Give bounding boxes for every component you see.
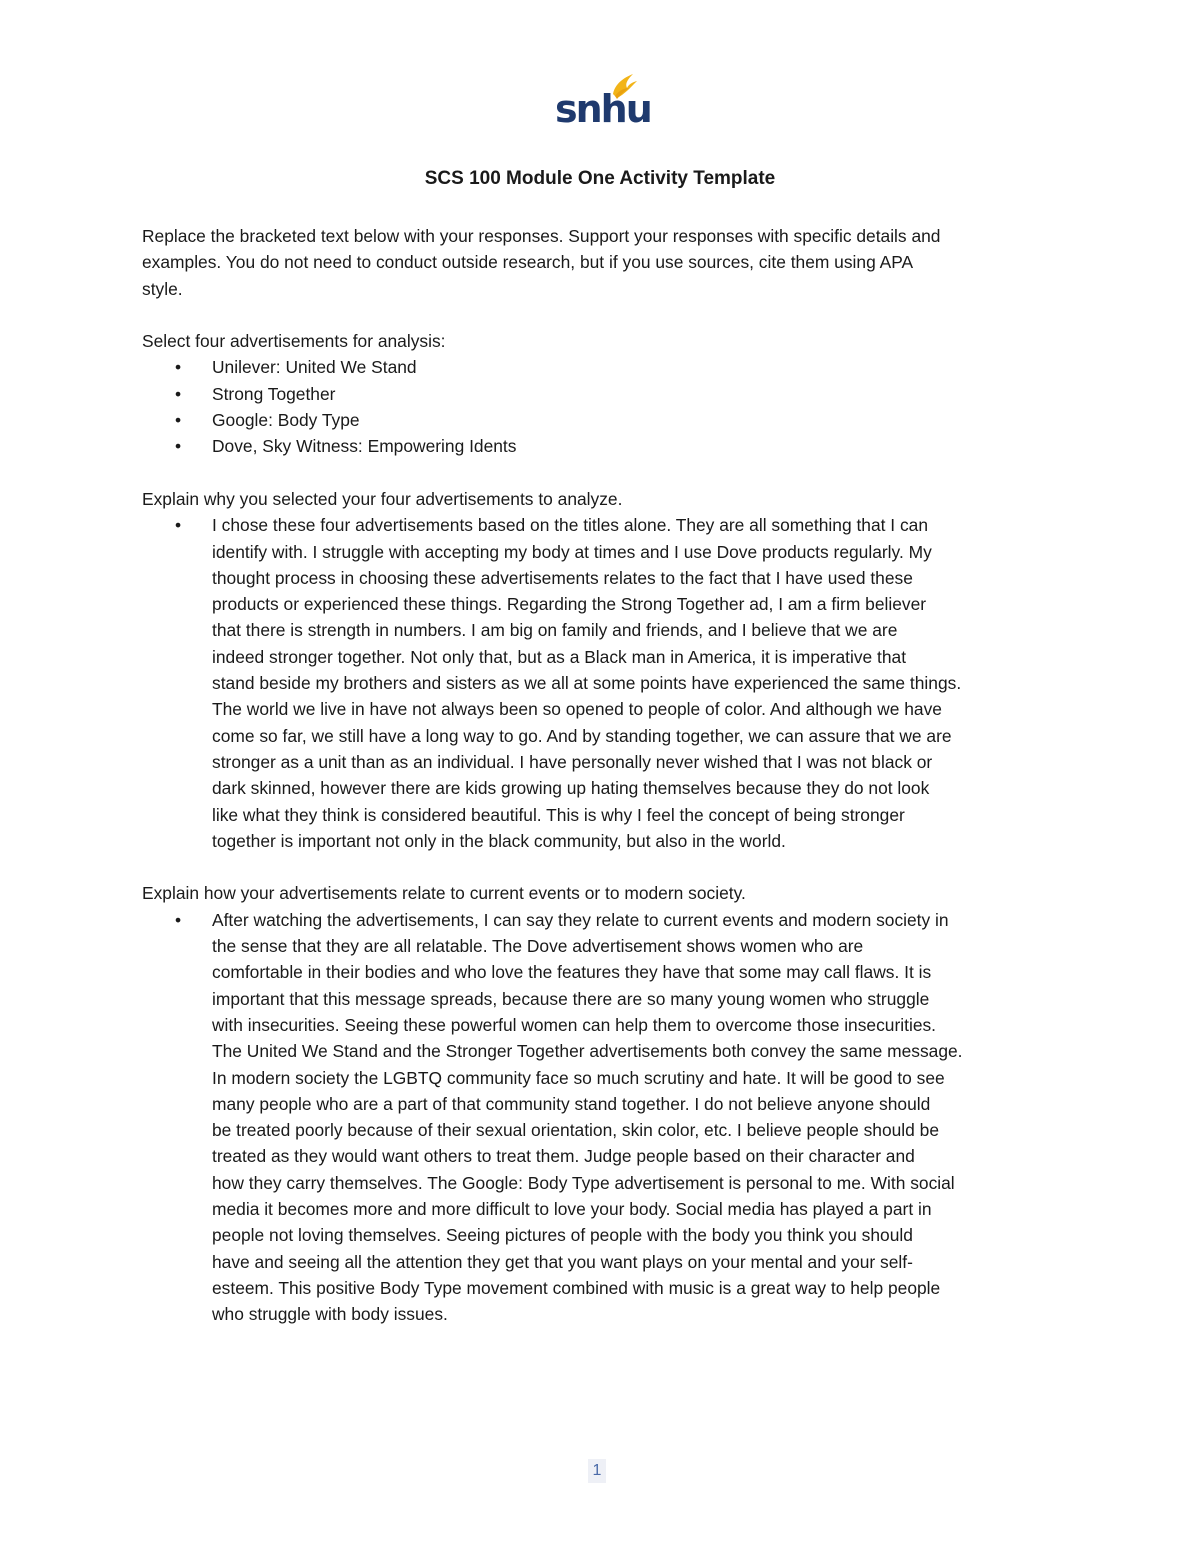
response-line: After watching the advertisements, I can say they relate to current events and modern society in: [212, 909, 949, 930]
document-body: [142, 223, 1067, 1327]
response-line: stronger as a unit than as an individual. I have personally never wished that I was not black or: [212, 751, 933, 772]
response-line: thought process in choosing these advertisements relates to the fact that I have used these: [212, 567, 913, 588]
list-item: • Dove, Sky Witness: Empowering Idents: [142, 433, 1067, 459]
response-line: I chose these four advertisements based on the titles alone. They are all something that I can: [212, 515, 929, 536]
bullet-icon: •: [175, 383, 182, 404]
bullet-icon: •: [175, 436, 182, 457]
document-title: SCS 100 Module One Activity Template: [424, 168, 776, 189]
snhu-logo: [555, 72, 651, 134]
response-line: many people who are a part of that community stand together. I do not believe anyone should: [212, 1093, 931, 1114]
response-line: have and seeing all the attention they get that you want plays on your mental and your self-: [212, 1251, 913, 1272]
bullet-icon: •: [175, 357, 182, 378]
list-item: • Unilever: United We Stand: [142, 354, 1067, 380]
response-line: In modern society the LGBTQ community face so much scrutiny and hate. It will be good to see: [212, 1067, 945, 1088]
response-line: how they carry themselves. The Google: Body Type advertisement is personal to me. With social: [212, 1172, 955, 1193]
logo-text: snhu: [555, 87, 651, 131]
bullet-icon: •: [175, 515, 182, 536]
response-line: that there is strength in numbers. I am big on family and friends, and I believe that we are: [212, 620, 898, 641]
response-line: comfortable in their bodies and who love the features they have that some may call flaws. It is: [212, 962, 932, 983]
response-line: come so far, we still have a long way to go. And by standing together, we can assure that we are: [212, 725, 952, 746]
response-line: identify with. I struggle with accepting my body at times and I use Dove products regularly. My: [212, 541, 932, 562]
bullet-icon: •: [175, 410, 182, 431]
response-line: together is important not only in the black community, but also in the world.: [212, 830, 786, 851]
response-line: like what they think is considered beautiful. This is why I feel the concept of being stronger: [212, 804, 905, 825]
list-item: [142, 907, 1067, 1328]
response-line: important that this message spreads, because there are so many young women who struggle: [212, 988, 930, 1009]
intro-line: style.: [142, 278, 183, 299]
bullet-icon: •: [175, 909, 182, 930]
intro-line: Replace the bracketed text below with your responses. Support your responses with specific details and: [142, 226, 941, 246]
response-line: people not loving themselves. Seeing pictures of people with the body you think you should: [212, 1225, 913, 1246]
response-line: who struggle with body issues.: [212, 1304, 448, 1325]
response-line: esteem. This positive Body Type movement combined with music is a great way to help people: [212, 1277, 941, 1298]
ad-list: [142, 354, 1067, 459]
section-heading-why-selected: Explain why you selected your four advertisements to analyze.: [142, 488, 623, 509]
list-item: • Google: Body Type: [142, 407, 1067, 433]
response-line: with insecurities. Seeing these powerful women can help them to overcome those insecurities.: [212, 1014, 937, 1035]
why-selected-list: [142, 512, 1067, 854]
response-line: treated as they would want others to treat them. Judge people based on their character and: [212, 1146, 915, 1167]
response-line: dark skinned, however there are kids growing up hating themselves because they do not look: [212, 778, 930, 799]
current-events-list: [142, 907, 1067, 1328]
section-heading-current-events: Explain how your advertisements relate to current events or to modern society.: [142, 883, 746, 904]
list-item: • Strong Together: [142, 381, 1067, 407]
response-line: the sense that they are all relatable. The Dove advertisement shows women who are: [212, 936, 864, 957]
response-line: indeed stronger together. Not only that, but as a Black man in America, it is imperative that: [212, 646, 907, 667]
section-heading-select-ads: Select four advertisements for analysis:: [142, 331, 446, 352]
intro-paragraph: [142, 223, 1067, 302]
response-line: be treated poorly because of their sexual orientation, skin color, etc. I believe people should be: [212, 1120, 940, 1141]
list-item: [142, 512, 1067, 854]
response-line: The United We Stand and the Stronger Together advertisements both convey the same message.: [212, 1041, 963, 1062]
page-number: 1: [588, 1459, 606, 1483]
intro-line: examples. You do not need to conduct outside research, but if you use sources, cite them using APA: [142, 252, 914, 273]
response-line: products or experienced these things. Regarding the Strong Together ad, I am a firm believer: [212, 594, 927, 615]
response-line: The world we live in have not always been so opened to people of color. And although we have: [212, 699, 942, 720]
response-line: media it becomes more and more difficult to love your body. Social media has played a part in: [212, 1198, 932, 1219]
response-line: stand beside my brothers and sisters as we all at some points have experienced the same things.: [212, 673, 962, 694]
